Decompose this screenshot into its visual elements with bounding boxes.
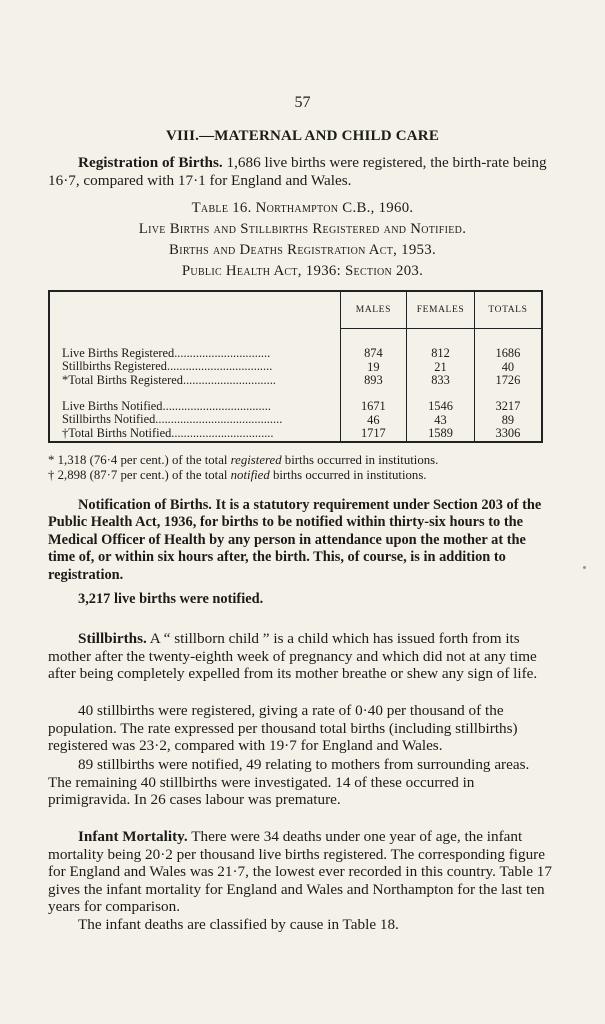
dot-leader: ..................................: [166, 359, 273, 374]
label-text: *Total Births Registered: [62, 372, 183, 387]
live-births-notified: 3,217 live births were notified.: [78, 591, 264, 607]
dot-leader: .................................: [171, 425, 274, 440]
stillbirths-rate-paragraph: 40 stillbirths were registered, giving a rate of 0·40 per thousand of the population. The rate expressed per thousand total births (including stillbirths) registered was 23·2, compared with 19·7 for England and Wales.: [48, 702, 518, 755]
registration-lead: Registration of Births.: [78, 154, 223, 171]
footnote-emphasis: notified: [230, 468, 270, 482]
table-subtitle-3: Public Health Act, 1936: Section 203.: [181, 263, 424, 279]
section-heading: VIII.—MATERNAL AND CHILD CARE: [165, 128, 440, 144]
cell-value: 812: [431, 346, 450, 360]
registration-paragraph: [48, 154, 556, 189]
header-males: MALES: [340, 291, 407, 329]
dot-leader: ..............................: [182, 372, 276, 387]
stillbirths-notified-paragraph: 89 stillbirths were notified, 49 relating to mothers from surrounding areas. The remaining 40 stillbirths were investigated. 14 of these occurred in primigravida. In 26 cases labour was premature.: [48, 756, 530, 809]
label-text: Stillbirths Notified: [62, 412, 156, 427]
table-subtitle-2: Births and Deaths Registration Act, 1953.: [169, 242, 436, 258]
footnote-notified: [48, 467, 568, 483]
stillbirths-paragraph: [48, 630, 556, 683]
females-column: [407, 329, 475, 443]
table-body-row: [49, 329, 542, 443]
cell-value: 1589: [428, 426, 453, 441]
cell-value: 46: [367, 412, 380, 427]
cell-value: 21: [434, 359, 447, 374]
dot-leader: .........................................: [155, 412, 283, 427]
row-label: [62, 374, 340, 388]
footnote-text: * 1,318 (76·4 per cent.) of the total: [48, 453, 231, 467]
table-subtitle-1: Live Births and Stillbirths Registered and Notified.: [138, 221, 467, 237]
row-label: [62, 413, 340, 427]
cell-value: 19: [367, 359, 380, 374]
paper-speck: [583, 566, 586, 569]
dot-leader: ...............................: [174, 345, 271, 360]
cell-value: 3217: [495, 399, 521, 414]
cell-value: 40: [501, 359, 515, 374]
label-text: Live Births Registered: [62, 345, 175, 360]
stillbirths-lead: Stillbirths.: [78, 630, 147, 647]
births-table: [48, 290, 543, 443]
table-title: Table 16. Northampton C.B., 1960.: [191, 200, 414, 216]
cell-value: 3306: [495, 426, 521, 441]
cell-value: 1671: [360, 399, 386, 414]
cell-value: 1546: [428, 399, 453, 414]
cell-value: 1686: [495, 346, 521, 360]
row-label: [62, 400, 340, 414]
cell-value: 833: [431, 373, 450, 388]
cell-value: 43: [434, 412, 447, 427]
infant-mortality-text: There were 34 deaths under one year of age, the infant mortality being 20·2 per thousand live births registered. The corresponding figure for England and Wales was 21·7, the lowest ever recorded in this country. Table 17 gives the infant mortality for England and Wales and Northampton for the last ten years for comparison.: [48, 828, 552, 916]
footnote-text: births occurred in institutions.: [269, 468, 427, 482]
header-females: FEMALES: [407, 291, 475, 329]
cell-value: 893: [364, 373, 383, 388]
infant-mortality-lead: Infant Mortality.: [78, 828, 188, 845]
infant-deaths-paragraph: The infant deaths are classified by cause in Table 18.: [78, 916, 399, 933]
header-blank: [49, 291, 340, 329]
infant-mortality-paragraph: [48, 828, 556, 916]
table-header-row: [49, 291, 542, 329]
footnote-emphasis: registered: [230, 453, 282, 467]
footnote-text: † 2,898 (87·7 per cent.) of the total: [48, 468, 231, 482]
males-column: [340, 329, 407, 443]
cell-value: 1717: [360, 426, 386, 441]
dot-leader: ...................................: [162, 398, 271, 413]
label-text: Stillbirths Registered: [62, 359, 167, 374]
cell-value: 874: [364, 346, 383, 360]
header-totals: TOTALS: [474, 291, 542, 329]
label-text: †Total Births Notified: [62, 425, 172, 440]
totals-column: [474, 329, 542, 443]
cell-value: 1726: [495, 373, 521, 388]
registration-text: 1,686 live births were registered, the birth-rate being 16·7, compared with 17·1 for England and Wales.: [48, 154, 547, 189]
notification-paragraph: Notification of Births. It is a statutory requirement under Section 203 of the Public Health Act, 1936, for births to be notified within thirty-six hours to the Medical Officer of Health by any person in attendance upon the mother at the time of, or within six hours after, the birth. This, of course, is in addition to registration.: [48, 497, 542, 583]
label-text: Live Births Notified: [62, 398, 163, 413]
labels-column: [49, 329, 340, 443]
row-label: [62, 347, 340, 361]
page-number: 57: [294, 94, 311, 111]
row-label: [62, 360, 340, 374]
stillbirths-text: A “ stillborn child ” is a child which has issued forth from its mother after the twenty-eighth week of pregnancy and which did not at any time after being completely expelled from its mother breathe or shew any sign of life.: [48, 630, 538, 683]
footnote-registered: [48, 452, 568, 468]
cell-value: 89: [501, 412, 515, 427]
footnote-text: births occurred in institutions.: [281, 453, 439, 467]
row-label: [62, 427, 340, 441]
